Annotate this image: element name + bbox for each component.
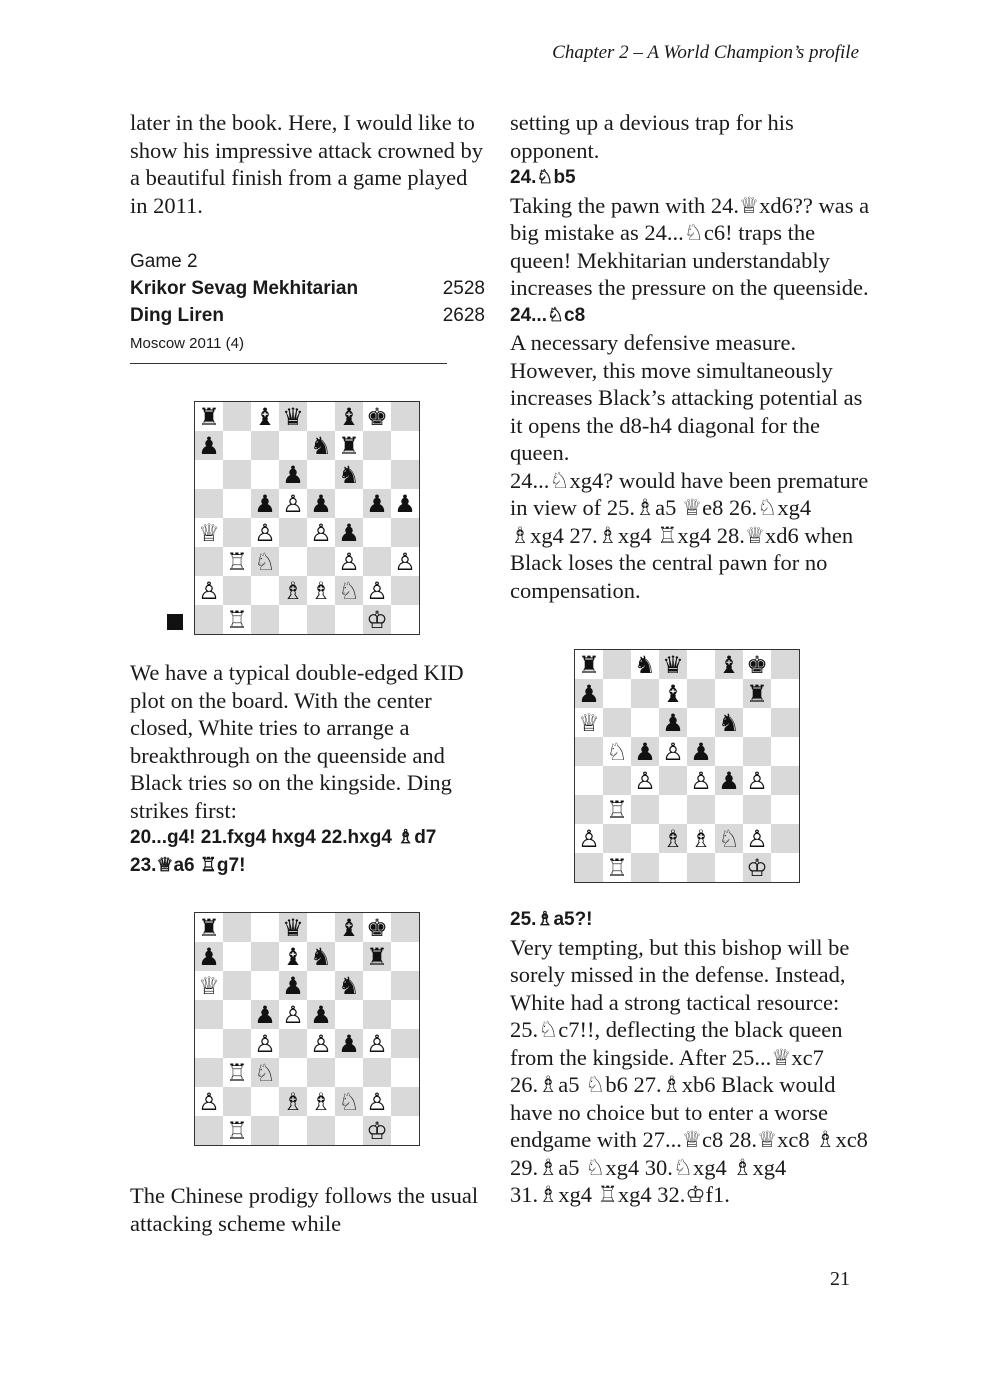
black-queen-icon: ♛ — [279, 402, 307, 431]
white-player — [130, 275, 485, 302]
white-rook-icon: ♖ — [223, 1116, 251, 1145]
board-square — [195, 1058, 223, 1087]
board-square — [251, 1116, 279, 1145]
white-pawn-icon: ♙ — [195, 1087, 223, 1116]
board-square — [223, 942, 251, 971]
game-number: Game 2 — [130, 251, 198, 272]
left-text-2 — [130, 659, 485, 879]
board-square — [391, 913, 419, 942]
white-king-icon: ♔ — [363, 605, 391, 634]
black-king-icon: ♚ — [743, 650, 771, 679]
board-square — [575, 795, 603, 824]
white-pawn-icon: ♙ — [363, 576, 391, 605]
board-square — [715, 679, 743, 708]
board-square — [687, 708, 715, 737]
board-square — [715, 737, 743, 766]
board-square — [391, 1087, 419, 1116]
board-square — [307, 605, 335, 634]
white-rook-icon: ♖ — [223, 547, 251, 576]
white-pawn-icon: ♙ — [279, 1000, 307, 1029]
board-square — [307, 1116, 335, 1145]
board-square — [307, 971, 335, 1000]
board-square — [223, 1029, 251, 1058]
board-square — [223, 402, 251, 431]
board-square — [743, 708, 771, 737]
black-king-icon: ♚ — [363, 402, 391, 431]
white-pawn-icon: ♙ — [335, 547, 363, 576]
white-player-rating: 2528 — [442, 278, 485, 299]
white-pawn-icon: ♙ — [195, 576, 223, 605]
game-event: Moscow 2011 (4) — [130, 335, 244, 352]
board-square — [307, 402, 335, 431]
black-rook-icon: ♜ — [363, 942, 391, 971]
board-square — [771, 737, 799, 766]
board-square — [279, 431, 307, 460]
board-square — [687, 795, 715, 824]
board-square — [391, 605, 419, 634]
game-header — [130, 248, 485, 364]
board-square — [251, 460, 279, 489]
white-king-icon: ♔ — [743, 853, 771, 882]
board-square — [391, 431, 419, 460]
white-pawn-icon: ♙ — [743, 766, 771, 795]
board-square — [391, 518, 419, 547]
board-square — [195, 1116, 223, 1145]
board-square — [335, 605, 363, 634]
chess-diagram-2 — [194, 912, 420, 1146]
white-pawn-icon: ♙ — [631, 766, 659, 795]
board-square — [363, 1000, 391, 1029]
black-knight-icon: ♞ — [715, 708, 743, 737]
black-queen-icon: ♛ — [659, 650, 687, 679]
white-rook-icon: ♖ — [603, 795, 631, 824]
divider — [130, 363, 447, 364]
page-number: 21 — [830, 1268, 850, 1290]
board-square — [659, 795, 687, 824]
board-square — [391, 1116, 419, 1145]
black-pawn-icon: ♟ — [575, 679, 603, 708]
paragraph: later in the book. Here, I would like to show his impressive attack crowned by a beautiful finish from a game played in 2011. — [130, 110, 484, 218]
board-square — [223, 971, 251, 1000]
move-line: 24...♘c8 — [510, 304, 586, 326]
black-pawn-icon: ♟ — [335, 1029, 363, 1058]
board-square — [391, 1000, 419, 1029]
board-square — [307, 460, 335, 489]
board-square — [391, 576, 419, 605]
white-queen-icon: ♕ — [195, 971, 223, 1000]
board-square — [195, 460, 223, 489]
board-square — [771, 853, 799, 882]
board-square — [391, 971, 419, 1000]
black-bishop-icon: ♝ — [251, 402, 279, 431]
white-bishop-icon: ♗ — [659, 824, 687, 853]
white-knight-icon: ♘ — [335, 576, 363, 605]
black-bishop-icon: ♝ — [335, 913, 363, 942]
board-square — [279, 547, 307, 576]
white-pawn-icon: ♙ — [307, 518, 335, 547]
board-square — [223, 1087, 251, 1116]
white-pawn-icon: ♙ — [307, 1029, 335, 1058]
board-square — [335, 1000, 363, 1029]
white-bishop-icon: ♗ — [279, 1087, 307, 1116]
board-square — [195, 489, 223, 518]
board-square — [391, 460, 419, 489]
board-square — [659, 766, 687, 795]
board-square — [771, 679, 799, 708]
black-pawn-icon: ♟ — [195, 942, 223, 971]
board-square — [335, 1058, 363, 1087]
board-square — [307, 547, 335, 576]
white-pawn-icon: ♙ — [251, 1029, 279, 1058]
black-bishop-icon: ♝ — [279, 942, 307, 971]
board-square — [223, 518, 251, 547]
board-square — [363, 1058, 391, 1087]
black-pawn-icon: ♟ — [279, 460, 307, 489]
white-pawn-icon: ♙ — [687, 766, 715, 795]
board-square — [771, 795, 799, 824]
right-text-1 — [510, 109, 870, 604]
black-rook-icon: ♜ — [743, 679, 771, 708]
black-bishop-icon: ♝ — [659, 679, 687, 708]
white-queen-icon: ♕ — [195, 518, 223, 547]
black-pawn-icon: ♟ — [715, 766, 743, 795]
paragraph: setting up a devious trap for his opponent. — [510, 110, 794, 163]
black-rook-icon: ♜ — [195, 913, 223, 942]
black-rook-icon: ♜ — [195, 402, 223, 431]
black-rook-icon: ♜ — [575, 650, 603, 679]
board-square — [603, 766, 631, 795]
board-square — [363, 547, 391, 576]
white-pawn-icon: ♙ — [391, 547, 419, 576]
running-header: Chapter 2 – A World Champion’s profile — [552, 42, 859, 63]
board-square — [603, 708, 631, 737]
board-square — [223, 489, 251, 518]
white-rook-icon: ♖ — [223, 605, 251, 634]
white-bishop-icon: ♗ — [687, 824, 715, 853]
move-line: 25.♗a5?! — [510, 909, 593, 930]
board-square — [391, 1029, 419, 1058]
board-square — [279, 518, 307, 547]
board-square — [251, 605, 279, 634]
paragraph: A necessary defensive measure. However, this move simultaneously increases Black’s attacking potential as it opens the d8-h4 diagonal for the queen. — [510, 330, 863, 465]
white-knight-icon: ♘ — [335, 1087, 363, 1116]
black-knight-icon: ♞ — [335, 971, 363, 1000]
paragraph: We have a typical double-edged KID plot on the board. With the center closed, White tries to arrange a breakthrough on the queenside and Black tries so on the kingside. Ding strikes first: — [130, 660, 464, 823]
board-square — [687, 853, 715, 882]
white-pawn-icon: ♙ — [279, 489, 307, 518]
board-square — [575, 766, 603, 795]
board-square — [335, 942, 363, 971]
board-square — [195, 1000, 223, 1029]
board-square — [391, 942, 419, 971]
board-square — [687, 650, 715, 679]
board-square — [575, 853, 603, 882]
board-square — [771, 824, 799, 853]
black-player-name: Ding Liren — [130, 305, 224, 326]
black-pawn-icon: ♟ — [631, 737, 659, 766]
board-square — [335, 1116, 363, 1145]
board-square — [575, 737, 603, 766]
board-square — [251, 942, 279, 971]
white-knight-icon: ♘ — [251, 1058, 279, 1087]
board-square — [195, 1029, 223, 1058]
board-square — [335, 489, 363, 518]
white-pawn-icon: ♙ — [743, 824, 771, 853]
right-text-2 — [510, 906, 870, 1209]
black-knight-icon: ♞ — [307, 942, 335, 971]
board-square — [195, 547, 223, 576]
board-square — [391, 402, 419, 431]
board-square — [771, 708, 799, 737]
white-knight-icon: ♘ — [715, 824, 743, 853]
board-square — [307, 1058, 335, 1087]
board-square — [251, 913, 279, 942]
white-pawn-icon: ♙ — [659, 737, 687, 766]
black-knight-icon: ♞ — [335, 460, 363, 489]
white-king-icon: ♔ — [363, 1116, 391, 1145]
board-square — [743, 795, 771, 824]
black-pawn-icon: ♟ — [659, 708, 687, 737]
white-pawn-icon: ♙ — [363, 1087, 391, 1116]
paragraph: The Chinese prodigy follows the usual attacking scheme while — [130, 1183, 479, 1236]
paragraph: Taking the pawn with 24.♕xd6?? was a big mistake as 24...♘c6! traps the queen! Mekhitarian understandably increases the pressure on the queenside. — [510, 192, 870, 300]
board-square — [631, 853, 659, 882]
board-square — [363, 431, 391, 460]
board-square — [363, 971, 391, 1000]
black-knight-icon: ♞ — [307, 431, 335, 460]
black-queen-icon: ♛ — [279, 913, 307, 942]
black-pawn-icon: ♟ — [391, 489, 419, 518]
left-text-3 — [130, 1182, 485, 1237]
board-square — [631, 824, 659, 853]
board-square — [603, 679, 631, 708]
white-knight-icon: ♘ — [603, 737, 631, 766]
board-square — [771, 766, 799, 795]
board-square — [223, 460, 251, 489]
board-square — [715, 853, 743, 882]
black-player-rating: 2628 — [442, 305, 485, 326]
board-square — [223, 431, 251, 460]
board-square — [279, 605, 307, 634]
black-pawn-icon: ♟ — [251, 489, 279, 518]
board-square — [279, 1029, 307, 1058]
board-square — [603, 650, 631, 679]
board-square — [363, 518, 391, 547]
white-pawn-icon: ♙ — [575, 824, 603, 853]
white-pawn-icon: ♙ — [363, 1029, 391, 1058]
black-knight-icon: ♞ — [631, 650, 659, 679]
white-bishop-icon: ♗ — [307, 576, 335, 605]
black-pawn-icon: ♟ — [251, 1000, 279, 1029]
white-rook-icon: ♖ — [223, 1058, 251, 1087]
move-line: 24.♘b5 — [510, 167, 576, 188]
black-bishop-icon: ♝ — [715, 650, 743, 679]
paragraph: Very tempting, but this bishop will be sorely missed in the defense. Instead, White had a strong tactical resource: 25.♘c7!!, deflecting the black queen from the kingside. After 25...♕xc7 26.♗a5 ♘b6 27.♗xb6 Black would have no choice but to enter a worse endgame with 27...♕c8 28.♕xc8 ♗xc8 29.♗a5 ♘xg4 30.♘xg4 ♗xg4 31.♗xg4 ♖xg4 32.♔f1. — [510, 934, 868, 1207]
board-square — [223, 1000, 251, 1029]
white-pawn-icon: ♙ — [251, 518, 279, 547]
chess-diagram-3 — [574, 649, 800, 883]
board-square — [251, 1087, 279, 1116]
board-square — [715, 795, 743, 824]
black-king-icon: ♚ — [363, 913, 391, 942]
white-rook-icon: ♖ — [603, 853, 631, 882]
board-square — [279, 1116, 307, 1145]
black-pawn-icon: ♟ — [363, 489, 391, 518]
board-square — [223, 913, 251, 942]
board-square — [603, 824, 631, 853]
board-square — [687, 679, 715, 708]
board-square — [631, 795, 659, 824]
white-player-name: Krikor Sevag Mekhitarian — [130, 278, 359, 299]
black-pawn-icon: ♟ — [307, 1000, 335, 1029]
black-pawn-icon: ♟ — [335, 518, 363, 547]
board-square — [251, 971, 279, 1000]
chess-diagram-1 — [194, 401, 420, 635]
white-bishop-icon: ♗ — [279, 576, 307, 605]
board-square — [251, 431, 279, 460]
board-square — [307, 913, 335, 942]
board-square — [251, 576, 279, 605]
paragraph: 24...♘xg4? would have been premature in view of 25.♗a5 ♕e8 26.♘xg4 ♗xg4 27.♗xg4 ♖xg4 28.♕xd6 when Black loses the central pawn for no compensation. — [510, 467, 869, 603]
board-square — [771, 650, 799, 679]
board-square — [223, 576, 251, 605]
board-square — [363, 460, 391, 489]
white-knight-icon: ♘ — [251, 547, 279, 576]
left-text-1 — [130, 109, 485, 219]
black-rook-icon: ♜ — [335, 431, 363, 460]
board-square — [659, 853, 687, 882]
black-to-move-indicator — [167, 614, 183, 630]
move-line: 20...g4! 21.fxg4 hxg4 22.hxg4 ♗d7 — [130, 827, 437, 848]
black-pawn-icon: ♟ — [195, 431, 223, 460]
board-square — [391, 1058, 419, 1087]
board-square — [631, 708, 659, 737]
board-square — [195, 605, 223, 634]
white-bishop-icon: ♗ — [307, 1087, 335, 1116]
black-pawn-icon: ♟ — [279, 971, 307, 1000]
board-square — [631, 679, 659, 708]
black-player — [130, 302, 485, 329]
board-square — [279, 1058, 307, 1087]
move-line: 23.♕a6 ♖g7! — [130, 854, 246, 876]
black-bishop-icon: ♝ — [335, 402, 363, 431]
board-square — [743, 737, 771, 766]
black-pawn-icon: ♟ — [307, 489, 335, 518]
white-queen-icon: ♕ — [575, 708, 603, 737]
black-pawn-icon: ♟ — [687, 737, 715, 766]
